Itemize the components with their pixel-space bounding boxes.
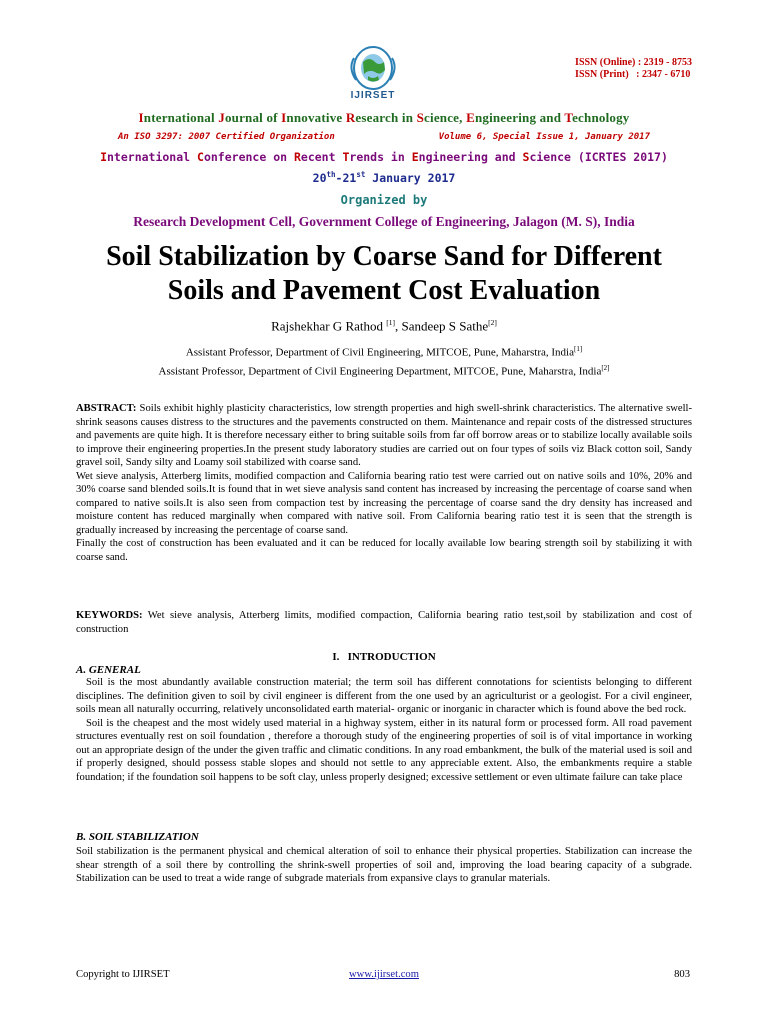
affiliation-1: Assistant Professor, Department of Civil Engineering, MITCOE, Pune, Maharstra, India[1] — [185, 345, 583, 359]
section-heading-introduction: I. INTRODUCTION — [332, 651, 436, 663]
conference-name-part: I — [100, 150, 107, 164]
journal-name-part: I — [138, 110, 144, 125]
abstract-label: ABSTRACT: — [76, 403, 137, 414]
abstract-paragraph-1: ABSTRACT: Soils exhibit highly plasticity characteristics, low strength properties and high swell-shrink characteristics. The alternative swell-shrink seasons causes distress to the structures and the pavements constructed on them. Maintenance and repair costs of the distressed structures and pavements are quite high. It is therefore necessary either to bring suitable soils from far off borrow areas or to stabilize locally available soils to improve their engineering properties.In the present study laboratory studies are carried out on four types of soils viz Black cotton soil, Sandy gravel soil, Sandy silty and Loamy soil stabilized with coarse sand. — [76, 403, 692, 468]
organized-by: Organized by — [340, 193, 428, 207]
affiliation-2: Assistant Professor, Department of Civil Engineering Department, MITCOE, Pune, Maharstra, India[2] — [158, 364, 610, 378]
soil-stabilization-body — [76, 845, 692, 886]
intro-paragraph-1: Soil is the most abundantly available construction material; the term soil has different connotations for scientists belonging to different disciplines. The definition given to soil by civil engineer is different from the one used by an agriculturist or a geologist. For a civil engineer, soils mean all naturally occurring, relatively unconsolidated earth material- organic or inorganic in character which is found above the bed rock. — [76, 677, 692, 715]
title-line-2: Soils and Pavement Cost Evaluation — [167, 275, 601, 306]
subsection-heading-general: A. GENERAL — [76, 664, 141, 676]
journal-name-part: nternational — [143, 110, 219, 125]
conference-dates: 20th-21st January 2017 — [312, 170, 456, 185]
volume-info: Volume 6, Special Issue 1, January 2017 — [438, 132, 650, 142]
organizer: Research Development Cell, Government College of Engineering, Jalagon (M. S), India — [133, 214, 635, 229]
journal-name — [0, 110, 768, 126]
authors: Rajshekhar G Rathod [1], Sandeep S Sathe[2] — [271, 318, 497, 334]
journal-name-part: T — [564, 110, 573, 125]
journal-name-part: I — [281, 110, 287, 125]
conference-name-part: S — [522, 150, 530, 164]
abstract-paragraph-3: Finally the cost of construction has been evaluated and it can be reduced for locally available low bearing strength soil by stabilizing it with coarse sand. — [76, 538, 692, 563]
abstract — [76, 402, 692, 564]
conference-name-part: ngineering and — [418, 150, 523, 164]
subsection-heading-soil-stabilization: B. SOIL STABILIZATION — [76, 831, 199, 843]
journal-name-part: J — [218, 110, 225, 125]
stabilization-paragraph: Soil stabilization is the permanent physical and chemical alteration of soil to enhance their physical properties. Stabilization can increase the shear strength of a soil there by controlling the shrink-swell properties of soil and, improving the load bearing capacity of a subgrade. Stabilization can be used to treat a wide range of subgrade materials from expansive clays to granular materials. — [76, 846, 692, 884]
keywords-text: Wet sieve analysis, Atterberg limits, modified compaction, California bearing ratio test,soil by stabilization and cost of construction — [76, 610, 692, 635]
issn-block — [575, 57, 692, 81]
page-number: 803 — [674, 969, 690, 980]
conference-name-part: ecent — [300, 150, 343, 164]
abstract-paragraph-2: Wet sieve analysis, Atterberg limits, modified compaction and California bearing ratio test were carried out on native soils and 10%, 20% and 30% coarse sand blended soils.It is found that in wet sieve analysis sand content has increased by increasing the percentage of coarse sand when compared to native soils.It is also seen from compaction test by increasing the percentage of coarse sand the dry density has increased and moisture content has reduced marginally when compared with native soil. From California bearing ratio test it is seen that the strength is gradually increased by increasing the percentage of coarse sand. — [76, 470, 692, 536]
journal-name-part: nnovative — [286, 110, 346, 125]
conference-name-part: T — [342, 150, 350, 164]
journal-name-part: ournal — [224, 110, 267, 125]
footer-website-link[interactable]: www.ijirset.com — [349, 969, 419, 980]
conference-name-part: nternational — [107, 150, 198, 164]
journal-logo — [338, 44, 408, 104]
introduction-body — [76, 676, 692, 784]
footer-copyright: Copyright to IJIRSET — [76, 969, 170, 980]
title-line-1: Soil Stabilization by Coarse Sand for Different — [106, 241, 662, 272]
intro-paragraph-2: Soil is the cheapest and the most widely used material in a highway system, either in its natural form or processed form. All road pavement structures eventually rest on soil foundation , therefore a thorough study of the engineering properties of soil is of vital importance in working out an appropriate design of the under the given traffic and climatic conditions. In any road embankment, the bulk of the material used is soil and if properly designed, should possess stable slopes and should not settle to any appreciable extent. Also, the embankments require a stable foundation; if the foundation soil happens to be soft clay, unless properly designed; excessive settlement or even ultimate failure can take place — [76, 717, 692, 783]
journal-name-part: S — [416, 110, 425, 125]
journal-name-part: esearch in — [355, 110, 417, 125]
keywords-label: KEYWORDS: — [76, 610, 143, 621]
journal-name-part: echnology — [572, 110, 630, 125]
journal-name-part: cience, — [424, 110, 467, 125]
journal-name-part: E — [466, 110, 475, 125]
journal-name-part: ngineering and — [474, 110, 565, 125]
author-1: Rajshekhar G Rathod — [271, 318, 383, 334]
keywords — [76, 609, 692, 636]
journal-name-part: R — [345, 110, 356, 125]
journal-name-part: of — [266, 110, 282, 125]
conference-name-part: rends in — [349, 150, 412, 164]
paper-title — [0, 240, 768, 308]
author-2: Sandeep S Sathe — [401, 318, 489, 334]
conference-name-part: onference on — [203, 150, 294, 164]
iso-certification: An ISO 3297: 2007 Certified Organization — [118, 132, 335, 142]
conference-name — [0, 150, 768, 164]
issn-online: ISSN (Online) : 2319 - 8753 — [575, 57, 692, 68]
conference-name-part: E — [411, 150, 419, 164]
conference-name-part: R — [293, 150, 301, 164]
logo-text: IJIRSET — [350, 90, 396, 101]
conference-name-part: cience (ICRTES 2017) — [529, 150, 668, 164]
conference-name-part: C — [197, 150, 204, 164]
issn-print: ISSN (Print) : 2347 - 6710 — [575, 69, 691, 80]
